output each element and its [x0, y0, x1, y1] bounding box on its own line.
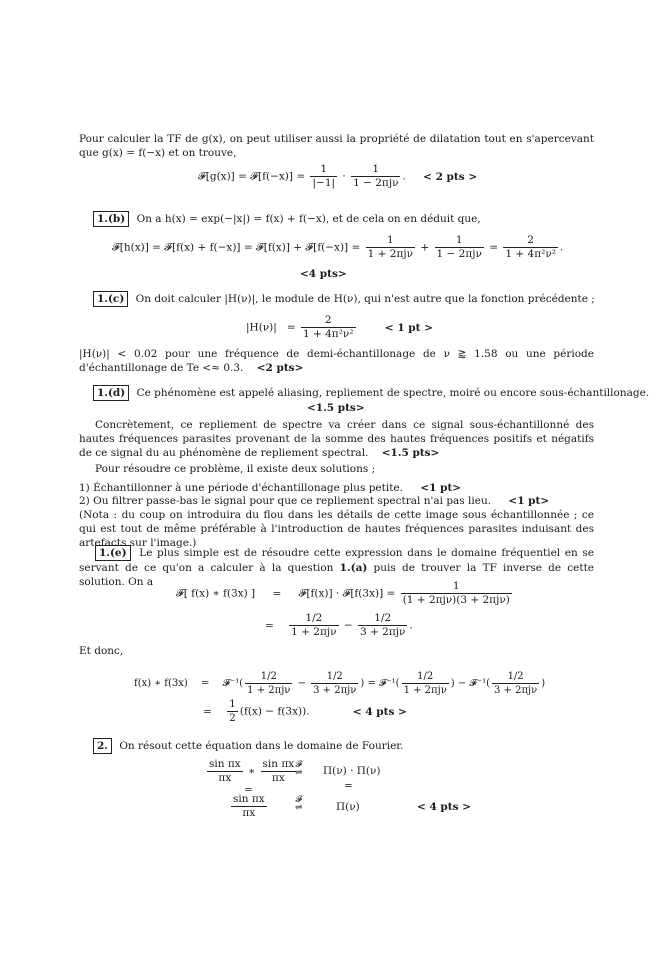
intro-equation: 𝓕[g(x)] = 𝓕[f(−x)] = $\frac{1}{|-1|}$ · $\frac{1}{\text{1 − 2πjν}}$ . < 2 pts > — [198, 163, 478, 189]
q1e-equation-3: f(x) ∗ f(3x) = 𝓕⁻¹( $\frac{1/2}{\text{1 + 2πjν}}$ − $\frac{1/2}{\text{3 + 2πjν}}$ ) = 𝓕⁻¹( $\frac{1/2}{\text{1 + 2πjν}}$ ) − 𝓕⁻¹( $\frac{1/2}{\text{3 + 2πjν}}$ ) — [134, 671, 546, 696]
fraction: $\frac{1/2}{\text{1 + 2πjν}}$ — [247, 671, 291, 696]
points-label: <4 pts> — [300, 268, 347, 280]
question-tag: 1.(c) — [93, 291, 128, 307]
fraction: $\frac{1/2}{\text{1 + 2πjν}}$ — [291, 612, 337, 638]
question-tag: 1.(d) — [93, 385, 129, 401]
rhs-2: Π(ν) — [336, 801, 360, 813]
q1c-conclusion: |H(ν)| < 0.02 pour une fréquence de demi-échantillonage de ν ⪆ 1.58 ou une période d'échantillonage de Te <≈ 0.3. <2 pts> — [79, 348, 594, 374]
solution-2: 2) Ou filtrer passe-bas le signal pour que ce repliement spectral n'ai pas lieu. <1 pt> — [79, 495, 550, 507]
fraction: $\frac{1/2}{\text{3 + 2πjν}}$ — [360, 612, 406, 638]
fourier-transform-icon: 𝓕 ⇌ — [295, 795, 303, 813]
sinc-fraction: $\frac{\text{sin πx}}{\pi x}$ — [233, 793, 265, 819]
intro-paragraph: Pour calculer la TF de g(x), on peut utiliser aussi la propriété de dilatation tout en s'apercevant que g(x) = f(−x) et on trouve, — [79, 133, 594, 159]
rhs-1: Π(ν) · Π(ν) — [323, 765, 381, 777]
q1c-equation: |H(ν)| = $\frac{2}{\text{1 + 4π²ν²}}$ < 1 pt > — [246, 314, 433, 340]
fraction: $\frac{2}{\text{1 + 4π²ν²}}$ — [505, 234, 556, 260]
fourier-transform-icon: 𝓕 ⇌ — [295, 760, 303, 778]
q1e-equation-4: = $\frac{1}{2}$ (f(x) − f(3x)). < 4 pts > — [203, 698, 407, 724]
question-tag: 1.(b) — [93, 211, 129, 227]
question-1d — [93, 385, 649, 401]
question-text: On doit calculer |H(ν)|, le module de H(ν), qui n'est autre que la fonction précédente ; — [135, 293, 595, 305]
q1e-equation-1: 𝓕[ f(x) ∗ f(3x) ] = 𝓕[f(x)] · 𝓕[f(3x)] = $\frac{1}{\text{(1 + 2πjν)(3 + 2πjν)}}$ — [176, 580, 510, 606]
points-label: < 4 pts > — [417, 801, 471, 813]
q1d-note: (Nota : du coup on introduira du flou dans les détails de cette image sous échantillonnée ; ce qui est tout de même préférable à l'introduction de hautes fréquences parasites induisant des artefacts sur l'image.) — [79, 509, 594, 549]
eq-left: 𝓕[g(x)] = 𝓕[f(−x)] = — [198, 170, 306, 183]
fraction: $\frac{1}{\text{(1 + 2πjν)(3 + 2πjν)}}$ — [402, 580, 510, 606]
et-donc: Et donc, — [79, 645, 124, 657]
points-label: < 4 pts > — [352, 705, 407, 718]
equals-left: = — [244, 784, 253, 796]
question-1e: 1.(e) Le plus simple est de résoudre cette expression dans le domaine fréquentiel en se servant de ce qu'on a calculer à la question 1.(a) puis de trouver la TF inverse de cette solution. On a — [79, 547, 595, 588]
fraction: $\frac{1}{|-1|}$ — [312, 163, 336, 189]
points-label: <1 pt> — [420, 482, 462, 494]
q2-row-2 — [229, 793, 269, 820]
question-tag: 2. — [93, 738, 112, 754]
points-label: < 1 pt > — [384, 321, 433, 334]
q1d-paragraph: Concrètement, ce repliement de spectre va créer dans ce signal sous-échantillonné des hautes fréquences parasites provenant de la somme des hautes fréquences positifs et négatifs de ce signal du au phénomène de repliement spectral. <1.5 pts> — [79, 419, 594, 459]
q1e-equation-2: = $\frac{1/2}{\text{1 + 2πjν}}$ − $\frac{1/2}{\text{3 + 2πjν}}$ . — [265, 612, 413, 638]
fraction: $\frac{1}{2}$ — [229, 698, 236, 724]
solution-1: 1) Échantillonner à une période d'échantillonage plus petite. <1 pt> — [79, 482, 462, 494]
question-text: Ce phénomène est appelé aliasing, repliement de spectre, moiré ou encore sous-échantillonage. — [136, 387, 650, 399]
equals-right: = — [344, 780, 353, 792]
points-label: < 2 pts > — [423, 170, 478, 183]
points-label: <2 pts> — [256, 362, 304, 374]
question-2 — [93, 738, 404, 754]
q2-row-1: $\frac{\text{sin πx}}{\pi x}$ ∗ $\frac{\text{sin πx}}{\pi x}$ — [209, 758, 295, 784]
sinc-fraction: $\frac{\text{sin πx}}{\pi x}$ — [262, 758, 295, 784]
q1b-equation: 𝓕[h(x)] = 𝓕[f(x) + f(−x)] = 𝓕[f(x)] + 𝓕[f(−x)] = $\frac{1}{\text{1 + 2πjν}}$ + $\frac{1}{\text{1 − 2πjν}}$ = $\frac{2}{\text{1 + 4π²ν²}}$ . — [112, 234, 564, 260]
sinc-fraction: $\frac{\text{sin πx}}{\pi x}$ — [209, 758, 241, 784]
fraction: $\frac{2}{\text{1 + 4π²ν²}}$ — [302, 314, 354, 340]
points-label: <1.5 pts> — [307, 402, 365, 414]
fraction: $\frac{1/2}{\text{1 + 2πjν}}$ — [403, 671, 447, 696]
points-label: <1.5 pts> — [381, 447, 440, 459]
fraction: $\frac{1}{\text{1 − 2πjν}}$ — [353, 163, 399, 189]
question-text: On a h(x) = exp(−|x|) = f(x) + f(−x), et de cela on en déduit que, — [136, 213, 481, 225]
fraction: $\frac{1/2}{\text{3 + 2πjν}}$ — [494, 671, 538, 696]
question-1b — [93, 211, 481, 227]
question-1c — [93, 291, 595, 307]
fraction: $\frac{1}{\text{1 + 2πjν}}$ — [367, 234, 413, 260]
fraction: $\frac{1}{\text{1 − 2πjν}}$ — [436, 234, 482, 260]
q1d-intro2: Pour résoudre ce problème, il existe deux solutions ; — [95, 463, 376, 475]
fraction: $\frac{1/2}{\text{3 + 2πjν}}$ — [313, 671, 357, 696]
points-label: <1 pt> — [508, 495, 550, 507]
question-tag: 1.(e) — [95, 545, 131, 561]
question-text: On résout cette équation dans le domaine de Fourier. — [119, 740, 404, 752]
